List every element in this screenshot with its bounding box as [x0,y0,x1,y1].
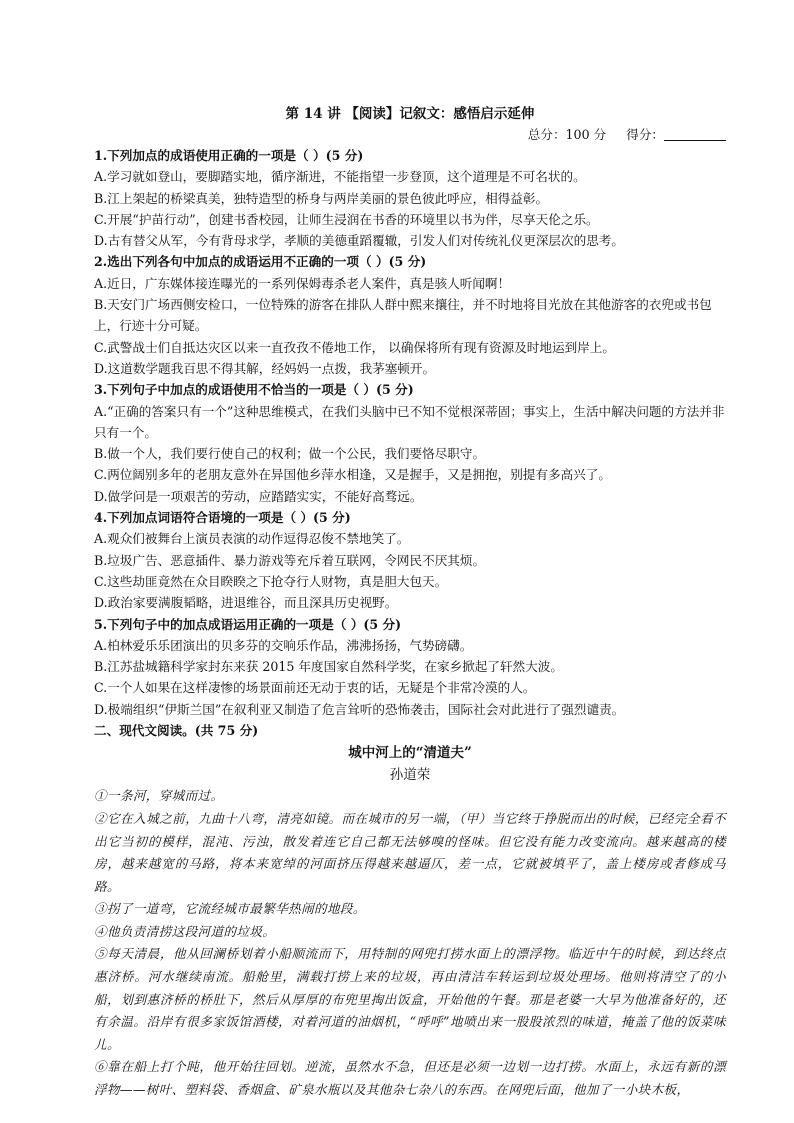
paragraph-3: ③拐了一道弯，它流经城市最繁华热闹的地段。 [94,901,366,917]
question-stem: 4.下列加点词语符合语境的一项是（ ）(5 分) [94,510,351,526]
paragraph-2: ②它在入城之前，九曲十八弯，清亮如镜。而在城市的另一端，（甲）当它终于挣脱而出的时候，已经完全看不出它当初的模样，混沌、污浊，散发着连它自己都无法够嗅的怪味。但它没有能力改变流向。越来越高的楼房，越来越宽的马路，将本来宽绰的河面挤压得越来越逼仄，差一点，它就被填平了，盖上楼房或者修成马路。 [94,810,726,894]
question-2 [94,251,726,379]
total-score-label: 总分：100 分 [527,127,607,142]
option-a: A.学习就如登山，要脚踏实地，循序渐进，不能指望一步登顶，这个道理是不可名状的。 [94,169,586,185]
question-stem: 1.下列加点的成语使用正确的一项是（ ）(5 分) [94,148,364,163]
option-c: C.一个人如果在这样凄惨的场景面前还无动于衷的话，无疑是个非常冷漠的人。 [94,680,536,696]
question-stem: 5.下列句子中的加点成语运用正确的一项是（ ）(5 分) [94,616,402,632]
question-stem: 2.选出下列各句中加点的成语运用不正确的一项（ ）(5 分) [94,254,427,270]
option-b: B.做一个人，我们要行使自己的权利；做一个公民，我们要恪尽职守。 [94,446,486,462]
question-3 [94,379,726,507]
option-d: D.古有替父从军，今有背母求学，孝顺的美德重蹈覆辙，引发人们对传统礼仪更深层次的思考。 [94,233,624,249]
article-title: 城中河上的“清道夫” [348,745,472,762]
option-a: A.近日，广东媒体接连曝光的一系列保姆毒杀老人案件，真是骇人听闻啊！ [94,275,511,291]
option-d: D.政治家要满腹韬略，进退维谷，而且深具历史视野。 [94,595,398,611]
paragraph-4: ④他负责清捞这段河道的垃圾。 [94,923,276,939]
option-b: B.江上架起的桥梁真美，独特造型的桥身与两岸美丽的景色彼此呼应，相得益彰。 [94,190,549,206]
question-4 [94,507,726,613]
score-line [94,125,726,145]
option-c: C.武警战士们自抵达灾区以来一直孜孜不倦地工作， 以确保将所有现有资源及时地运到岸上。 [94,339,615,355]
option-a: A.柏林爱乐乐团演出的贝多芬的交响乐作品，沸沸扬扬，气势磅礴。 [94,637,473,653]
paragraph-1: ①一条河，穿城而过。 [94,788,224,804]
option-c: C.两位阔别多年的老朋友意外在异国他乡萍水相逢，又是握手，又是拥抱，别提有多高兴了。 [94,467,611,483]
option-a: A.观众们被舞台上演员表演的动作逗得忍俊不禁地笑了。 [94,531,410,547]
option-c: C.开展“护苗行动”，创建书香校园，让师生浸润在书香的环境里以书为伴，尽享天伦之乐。 [94,211,599,227]
paragraph-5: ⑤每天清晨，他从回澜桥划着小船顺流而下，用特制的网兜打捞水面上的漂浮物。临近中午的时候，到达终点惠济桥。河水继续南流。船舱里，满载打捞上来的垃圾，再由清洁车转运到垃圾处理场。他则将清空了的小船，划到惠济桥的桥肚下，然后从厚厚的布兜里掏出饭盒，开始他的午餐。那是老婆一大早为他准备好的，还有余温。沿岸有很多家饭馆酒楼，对着河道的油烟机，“呼呼”地喷出来一股股浓烈的味道，掩盖了他的饭菜味儿。 [94,946,726,1052]
question-5 [94,614,726,720]
question-1 [94,145,726,251]
question-stem: 3.下列句子中加点的成语使用不恰当的一项是（ ）(5 分) [94,382,414,398]
option-d: D.极端组织“伊斯兰国”在叙利亚又制造了危言耸听的恐怖袭击，国际社会对此进行了强烈谴责。 [94,701,625,717]
page-title: 第 14 讲 【阅读】记叙文：感悟启示延伸 [285,106,535,122]
article-author: 孙道荣 [389,767,431,784]
option-b: B.天安门广场西侧安检口，一位特殊的游客在排队人群中熙来攘往，并不时地将目光放在其他游客的衣兜或书包上，行迹十分可疑。 [94,297,712,334]
option-d: D.做学问是一项艰苦的劳动，应踏踏实实，不能好高骛远。 [94,488,423,504]
score-label: 得分： [626,127,664,142]
option-d: D.这道数学题我百思不得其解，经妈妈一点拨，我茅塞顿开。 [94,360,436,376]
score-blank [664,126,726,141]
section-heading: 二、现代文阅读。(共 75 分) [94,723,259,739]
option-b: B.垃圾广告、恶意插件、暴力游戏等充斥着互联网，令网民不厌其烦。 [94,552,486,568]
document-page [94,96,726,1102]
option-c: C.这些劫匪竟然在众目睽睽之下抢夺行人财物，真是胆大包天。 [94,573,448,589]
option-b: B.江苏盐城籍科学家封东来获 2015 年度国家自然科学奖，在家乡掀起了轩然大波。 [94,659,563,675]
option-a: A.“正确的答案只有一个”这种思维模式，在我们头脑中已不知不觉根深蒂固；事实上，生活中解决问题的方法并非只有一个。 [94,403,725,440]
article-body [94,785,726,1101]
paragraph-6: ⑥靠在船上打个盹，他开始往回划。逆流，虽然水不急，但还是必须一边划一边打捞。水面上，永远有新的漂浮物——树叶、塑料袋、香烟盒、矿泉水瓶以及其他杂七杂八的东西。在网兜后面，他加了一小块木板， [94,1059,726,1098]
